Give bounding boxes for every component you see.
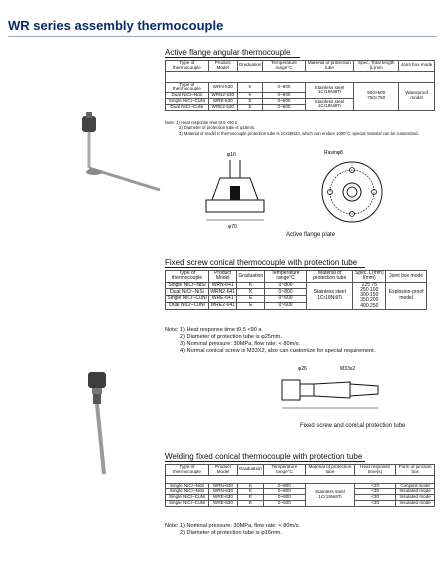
header-cell: Temperature range°C <box>265 271 307 283</box>
cell: 0~600 <box>265 296 307 303</box>
cell: WRE-530 <box>208 99 237 105</box>
cell: <20 <box>354 495 395 501</box>
header-cell: Temperature range°C <box>263 465 305 476</box>
header-cell: Temperature range°C <box>263 61 305 72</box>
section2-notes <box>165 327 375 355</box>
cell: Dual NiCr–NiSi <box>166 289 209 296</box>
cell: 0~600 <box>263 501 305 507</box>
cell: Stainless steel 1Cr18Ni9Ti <box>305 82 354 98</box>
cell: Single NiCr–NiSi <box>166 489 209 495</box>
section3-heading: Welding fixed conical thermocouple with protection tube <box>165 452 363 461</box>
cell: 0~800 <box>265 289 307 296</box>
cell: E <box>237 99 263 105</box>
cell: 0~600 <box>265 302 307 309</box>
cell: Single NiCr–CuNi <box>166 495 209 501</box>
cell: <30 <box>354 489 395 495</box>
spec-value: 750×750 <box>367 95 386 101</box>
cell: 0~800 <box>265 282 307 289</box>
cell: Dual NiCr–CuNi <box>166 302 209 309</box>
cell: E <box>237 495 263 501</box>
cell: WRN2-641 <box>210 288 236 295</box>
cell: Stainless steel 1Cr18Ni9Ti <box>305 483 354 506</box>
header-cell: Graduation <box>237 465 263 476</box>
note-line: 4) Normal conical screw is M33X2, also can customize for special requirement. <box>180 347 376 354</box>
section1-heading: Active flange angular thermocouple <box>165 48 291 57</box>
dim-label: M33x2 <box>340 366 356 372</box>
header-cell: Material of protection tube <box>305 61 354 72</box>
cell: Single NiCr–NiSi <box>166 282 209 289</box>
section1-caption: Active flange plate <box>286 232 336 238</box>
title-divider <box>8 36 437 37</box>
spec-l: 150 <box>370 292 379 298</box>
cell: Dual NiCr–NiSi <box>166 93 209 99</box>
cell: WRN-641 <box>208 282 236 289</box>
header-cell: Spec. Total length (L)mm <box>354 61 399 72</box>
cell: 0~800 <box>263 82 305 93</box>
flange-side-view-drawing <box>200 148 275 230</box>
header-cell: Product Model <box>208 271 236 283</box>
cell <box>353 282 386 309</box>
note-line: 2) Diameter of protection tube is φ25mm. <box>180 333 282 340</box>
dim-label: φ70 <box>228 224 237 230</box>
cell: WRE-630 <box>208 495 237 501</box>
cell: Explosion-proof model <box>386 282 427 309</box>
spec-l: 200 <box>370 297 379 304</box>
header-cell: Joint box mode <box>399 61 435 72</box>
section2-table <box>165 270 427 310</box>
cell: K <box>237 489 263 495</box>
note-line: 3) Nominal pressure: 30MPa, flow rate: < 80m/s. <box>180 340 301 347</box>
fixed-screw-thermocouple-photo <box>80 370 120 480</box>
header-cell: Type of thermocouple <box>166 271 209 283</box>
note-line: Note: 1) Heat response time t0.5 <90 a <box>165 327 262 333</box>
cell: K <box>237 289 265 296</box>
cell: 0~600 <box>263 495 305 501</box>
table-row <box>166 501 435 507</box>
cell: <20 <box>354 483 395 489</box>
note-line: 2) Diameter of protection tube is φ16mm. <box>180 529 282 536</box>
fixed-screw-drawing <box>270 362 395 420</box>
spec-L: 350 <box>360 297 369 304</box>
spec-l: 75 <box>371 281 377 288</box>
header-cell: Product Model <box>208 61 237 72</box>
spec-L: 400 <box>360 302 369 309</box>
spec-l: 250 <box>370 302 379 309</box>
cell: WRE2-641 <box>210 302 235 309</box>
cell: Insulated mode <box>396 489 435 495</box>
header-cell: Spec. L(mm) l(mm) <box>353 271 386 283</box>
note-line: 2) Diameter of protection tube is φ16mm. <box>179 125 256 131</box>
cell: Type of thermocouple <box>166 82 209 93</box>
cell: Dual NiCr–CuNi <box>166 104 209 110</box>
cell: Conjoint mode <box>396 483 435 489</box>
spec-l: 100 <box>370 286 379 293</box>
dim-label: φ26 <box>298 366 307 372</box>
cell: WRN-630 <box>208 489 237 495</box>
cell: WRE-641 <box>208 296 236 303</box>
table-header-row <box>166 465 435 476</box>
section2-underline <box>165 267 365 268</box>
page-title: WR series assembly thermocouple <box>8 18 224 33</box>
cell: WRN2-530 <box>208 93 237 99</box>
section2-heading: Fixed screw conical thermocouple with protection tube <box>165 258 358 267</box>
cell: Single NiCr–CuNi <box>167 295 207 302</box>
header-cell: Graduation <box>237 61 263 72</box>
cell: 0~800 <box>263 93 305 99</box>
note-line: Note: 1) Nominal pressure: 30MPa, flow rate: < 80m/s. <box>165 523 301 529</box>
cell: 0~800 <box>263 483 305 489</box>
dim-label: Rasinφ8 <box>324 150 343 156</box>
cell: WRN-630 <box>208 483 237 489</box>
cell: 0~600 <box>263 99 305 105</box>
cell: Insulated mode <box>396 495 435 501</box>
header-cell: Material of protection tube <box>306 271 352 283</box>
dim-label: φ16 <box>227 152 236 158</box>
header-cell: Joint box mode <box>386 271 427 283</box>
cell <box>354 82 399 110</box>
cell: E <box>237 302 265 309</box>
cell: Single NiCr–NiSi <box>166 483 209 489</box>
cell: E <box>237 104 263 110</box>
cell: Single NiCr–CuNi <box>166 99 209 105</box>
cell: Insulated mode <box>396 501 435 507</box>
spec-L: 300 <box>360 292 369 298</box>
table-row <box>166 475 435 483</box>
cell: WRE-630 <box>208 501 237 507</box>
spec-value: 500×500 <box>367 90 386 96</box>
cell: Stainless steel 1Cr18Ni9Ti <box>306 282 352 309</box>
section3-notes <box>165 523 300 537</box>
header-cell: Type of thermocouple <box>166 465 209 476</box>
spec-L: 250 <box>360 286 369 293</box>
section1-notes <box>165 120 419 136</box>
section1-table <box>165 60 435 111</box>
table-row <box>166 282 427 289</box>
cell: K <box>237 483 263 489</box>
cell: K <box>237 282 265 289</box>
note-line: 3) Material of model K thermocouple protection tube is 1Cr25N20, which can endure 1000°C, special material can be customized. <box>179 130 419 136</box>
note-line: Note: 1) Heat response time t0.5 <90 s <box>165 120 238 125</box>
header-cell: Form of junction box <box>396 465 435 476</box>
cell: K <box>237 82 263 93</box>
header-cell: Heat response time(s) <box>354 465 395 476</box>
cell: E <box>237 296 265 303</box>
cell: WRE2-530 <box>208 104 237 110</box>
header-cell: Product Model <box>208 465 237 476</box>
table-header-row <box>166 61 435 72</box>
section3-underline <box>165 461 365 462</box>
cell: 0~600 <box>263 104 305 110</box>
cell: Waterproof model <box>399 82 435 110</box>
spec-L: 225 <box>361 281 371 288</box>
section1-underline <box>165 57 300 58</box>
flange-top-view-drawing <box>312 148 390 230</box>
header-cell: Graduation <box>237 271 265 283</box>
cell: WRN-530 <box>208 82 237 93</box>
table-row <box>166 71 435 82</box>
cell: Single NiCr–CuNi <box>166 501 209 507</box>
section2-caption: Fixed screw and conical protection tube <box>300 423 406 429</box>
table-row <box>166 82 435 93</box>
header-cell: Material of protection tube <box>305 465 354 476</box>
cell: 0~800 <box>263 489 305 495</box>
cell: K <box>237 93 263 99</box>
cell: <30 <box>354 501 395 507</box>
cell: Stainless steel 1Cr18Ni9Ti <box>305 99 354 111</box>
angular-thermocouple-photo <box>60 110 170 200</box>
cell: E <box>237 501 263 507</box>
section3-table <box>165 464 435 507</box>
table-header-row <box>166 271 427 283</box>
header-cell: Type of thermocouple <box>166 61 209 72</box>
